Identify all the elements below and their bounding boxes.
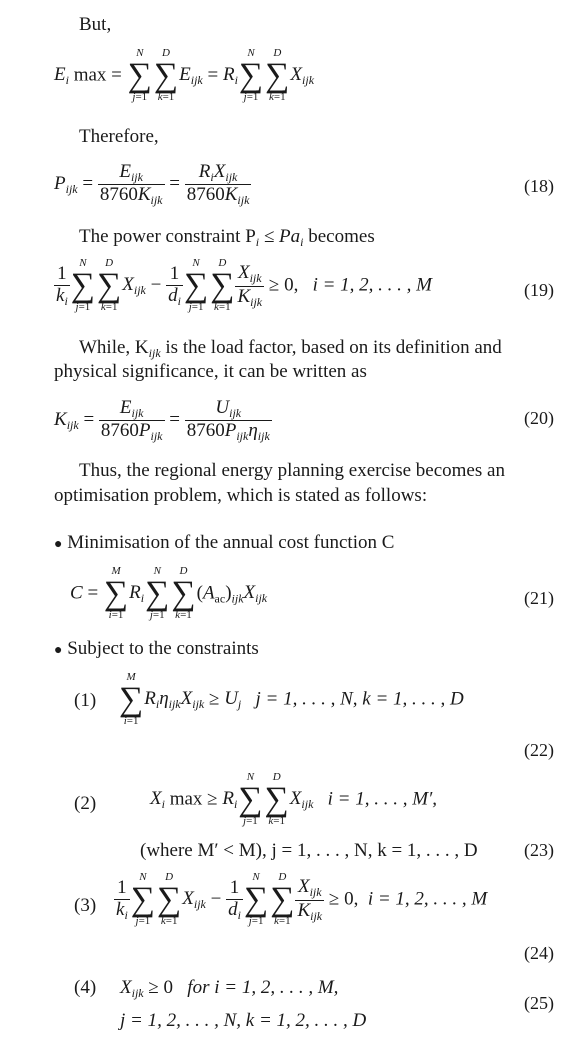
equation-20: $K_{ijk}$ = $\frac{E_{ijk}}{8760P_{ijk}}$ = $\frac{U_{ijk}}{8760P_{ijk}\eta_{ijk}}$ [54, 397, 270, 444]
constraint-3-equation: $\frac{1}{k_i}$ N ∑ j=1 D ∑ k=1 $X_{ijk}$ − $\frac{1}{d_i}$ N ∑ j=1 D ∑ k=1 $\frac{X_{ijk}}{K_{ijk}}$ ≥ 0, i = 1, 2, . . . , M [116, 871, 488, 927]
constraint-4-line2: j = 1, 2, . . . , N, k = 1, 2, . . . , D [120, 1010, 367, 1031]
power-constraint-text: The power constraint P [79, 226, 256, 247]
equation-number-23: (23) [524, 840, 554, 860]
bullet-1-text: Minimisation of the annual cost function C [67, 532, 395, 553]
bullet-icon: ● [54, 537, 63, 552]
equation-number-25: (25) [524, 993, 554, 1013]
equation-number-19: (19) [524, 280, 554, 300]
while-text-tail: is the load factor, based on its definition and [165, 337, 502, 358]
where-clause: (where M′ < M), j = 1, . . . , N, k = 1, . . . , D [140, 840, 478, 861]
para-power-constraint: The power constraint $P_i \le Pa_i$ becomes [79, 226, 375, 249]
constraint-4-label: (4) [74, 977, 97, 998]
range-c2: i = 1, . . . , M′, [327, 788, 437, 810]
range-c1: j = 1, . . . , N, k = 1, . . . , D [255, 688, 464, 710]
para-but: But, [79, 14, 112, 35]
equation-number-18: (18) [524, 176, 554, 196]
equation-21: C = M ∑ i=1 $R_i$ N ∑ j=1 D ∑ k=1 $(A_{ac})_{ijk}X_{ijk}$ [70, 565, 268, 621]
equation-number-20: (20) [524, 408, 554, 428]
equation-number-21: (21) [524, 588, 554, 608]
equation-19: $\frac{1}{k_i}$ N ∑ j=1 D ∑ k=1 $X_{ijk}$ − $\frac{1}{d_i}$ N ∑ j=1 D ∑ k=1 $\frac{X_{ijk}}{K_{ijk}}$ ≥ 0, i = 1, 2, . . . , M [56, 257, 433, 313]
para-therefore: Therefore, [79, 126, 159, 147]
constraint-2-equation: $X_i$ $\max \ge R_i$ N ∑ j=1 D ∑ k=1 $X_{ijk}$ i = 1, . . . , M′, [150, 771, 437, 827]
equation-ei-max: $E_i$ max = N ∑ j=1 D ∑ k=1 $E_{ijk} = R_i$ N ∑ j=1 D ∑ k=1 $X_{ijk}$ [54, 47, 315, 103]
range-c3: i = 1, 2, . . . , M [367, 888, 488, 910]
equation-number-24: (24) [524, 943, 554, 963]
para-while-line2: physical significance, it can be written as [54, 361, 367, 382]
range-c4-line1: for i = 1, 2, . . . , M, [187, 977, 339, 998]
constraint-1-equation: M ∑ i=1 $R_i\eta_{ijk}X_{ijk} \ge U_j$ j = 1, . . . , N, k = 1, . . . , D [119, 671, 464, 727]
constraint-2-label: (2) [74, 793, 97, 814]
range-eq19: i = 1, 2, . . . , M [312, 274, 433, 296]
equation-18: $P_{ijk}$ = $\frac{E_{ijk}}{8760K_{ijk}}$ = $\frac{R_iX_{ijk}}{8760K_{ijk}}$ [54, 161, 250, 208]
while-text: While, K [79, 337, 149, 358]
bullet-icon: ● [54, 643, 63, 658]
para-thus-line1: Thus, the regional energy planning exercise becomes an [79, 460, 505, 481]
para-thus-line2: optimisation problem, which is stated as follows: [54, 485, 428, 506]
bullet-item-2 [54, 638, 259, 660]
constraint-1-label: (1) [74, 690, 97, 711]
equation-number-22: (22) [524, 740, 554, 760]
constraint-3-label: (3) [74, 895, 97, 916]
para-while-line1: While, $K_{ijk}$ is the load factor, based on its definition and [79, 337, 502, 360]
constraint-4-line1: $X_{ijk} \ge 0$ for i = 1, 2, . . . , M, [120, 977, 339, 1000]
power-constraint-becomes: becomes [308, 226, 375, 247]
power-constraint-ineq: ≤ Pa [263, 226, 301, 247]
bullet-item-1 [54, 532, 394, 554]
bullet-2-text: Subject to the constraints [67, 638, 259, 659]
